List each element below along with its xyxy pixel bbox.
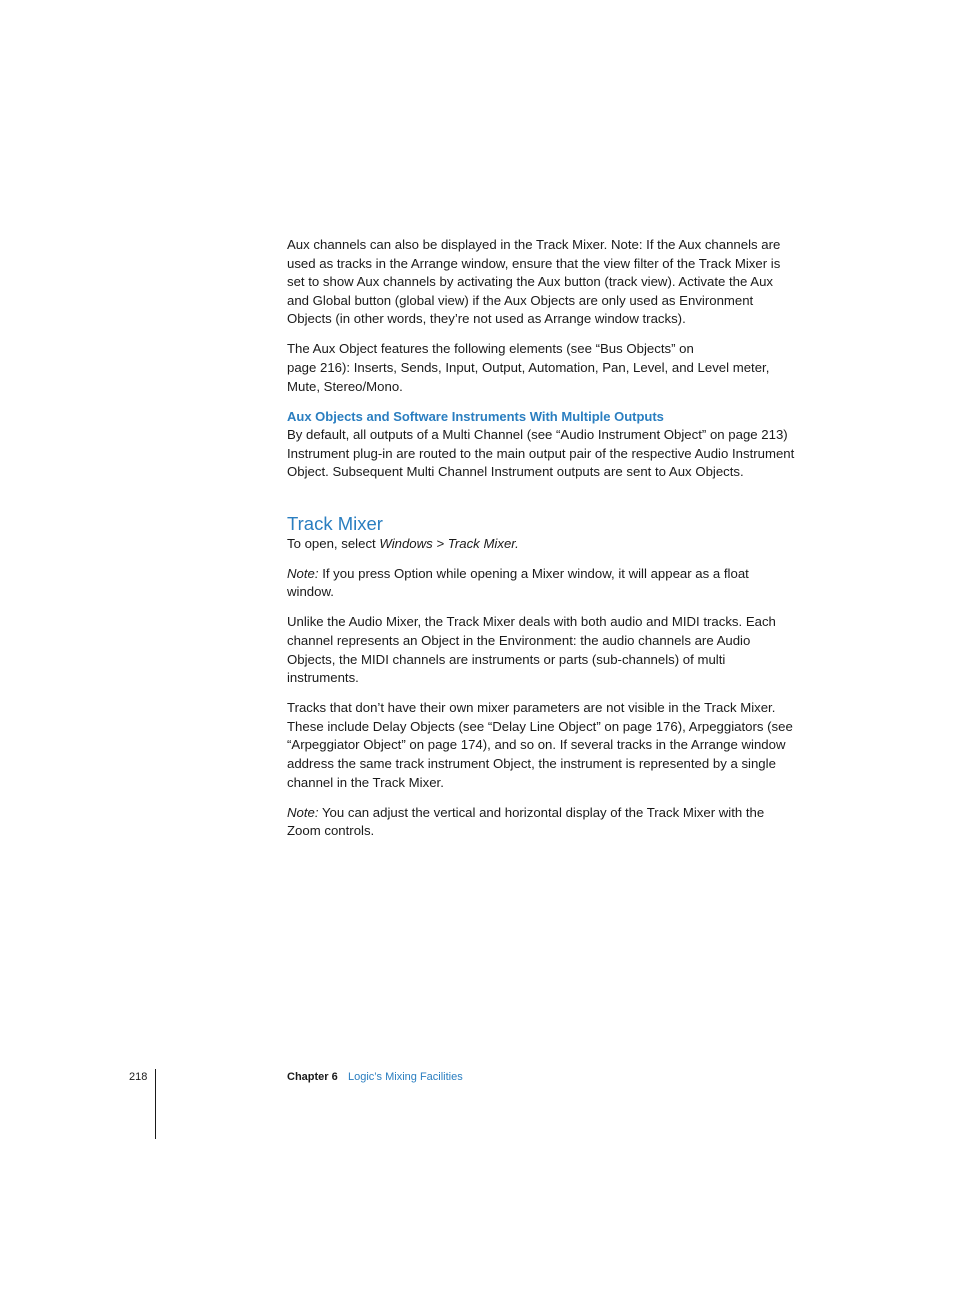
note-text: You can adjust the vertical and horizontal display of the Track Mixer with the Zoom controls. xyxy=(287,804,765,839)
chapter-label: Chapter 6 xyxy=(287,1071,338,1083)
menu-path: Windows > Track Mixer. xyxy=(379,535,519,551)
open-prefix: To open, select xyxy=(287,535,380,551)
subheading-multiple-outputs: Aux Objects and Software Instruments With Multiple Outputs xyxy=(287,408,664,424)
paragraph-aux-channels: Aux channels can also be displayed in the Track Mixer. Note: If the Aux channels are used as tracks in the Arrange window, ensure that the view filter of the Track Mixer is set to show Aux channels by activating the Aux button (track view). Activate the Aux and Global button (global view) if the Aux Objects are only used as Environment Objects (in other words, they’re not used as Arrange window tracks). xyxy=(287,237,781,327)
paragraph-hidden-tracks: Tracks that don’t have their own mixer parameters are not visible in the Track Mixer. These include Delay Objects (see “Delay Line Object” on page 176), Arpeggiators (see “Arpeggiator Object” on page 174), and so on. If several tracks in the Arrange window address the same track instrument Object, the instrument is represented by a single channel in the Track Mixer. xyxy=(287,700,793,790)
note-label: Note: xyxy=(287,804,319,820)
paragraph-aux-object-line1: The Aux Object features the following elements (see “Bus Objects” on xyxy=(287,341,694,357)
note-text: If you press Option while opening a Mixer window, it will appear as a float window. xyxy=(287,565,749,600)
paragraph-aux-object-line2: page 216): Inserts, Sends, Input, Output, Automation, Pan, Level, and Level meter, Mute, Stereo/Mono. xyxy=(287,359,770,394)
chapter-title: Logic’s Mixing Facilities xyxy=(348,1071,463,1083)
section-title: Track Mixer xyxy=(287,512,383,534)
note-zoom-controls xyxy=(287,804,797,841)
paragraph-track-mixer-description: Unlike the Audio Mixer, the Track Mixer deals with both audio and MIDI tracks. Each channel represents an Object in the Environment: the audio channels are Audio Objects, the MIDI channels are instruments or parts (sub-channels) of multi instruments. xyxy=(287,614,776,686)
page-content xyxy=(287,236,797,852)
paragraph-aux-object-elements xyxy=(287,340,797,396)
paragraph-open-instruction xyxy=(287,535,797,554)
footer-divider xyxy=(155,1069,156,1139)
note-label: Note: xyxy=(287,565,319,581)
note-float-window xyxy=(287,565,797,602)
paragraph-multi-channel: By default, all outputs of a Multi Channel (see “Audio Instrument Object” on page 213) Instrument plug-in are routed to the main output pair of the respective Audio Instrument Object. Subsequent Multi Channel Instrument outputs are sent to Aux Objects. xyxy=(287,427,795,480)
page-number: 218 xyxy=(129,1071,148,1083)
